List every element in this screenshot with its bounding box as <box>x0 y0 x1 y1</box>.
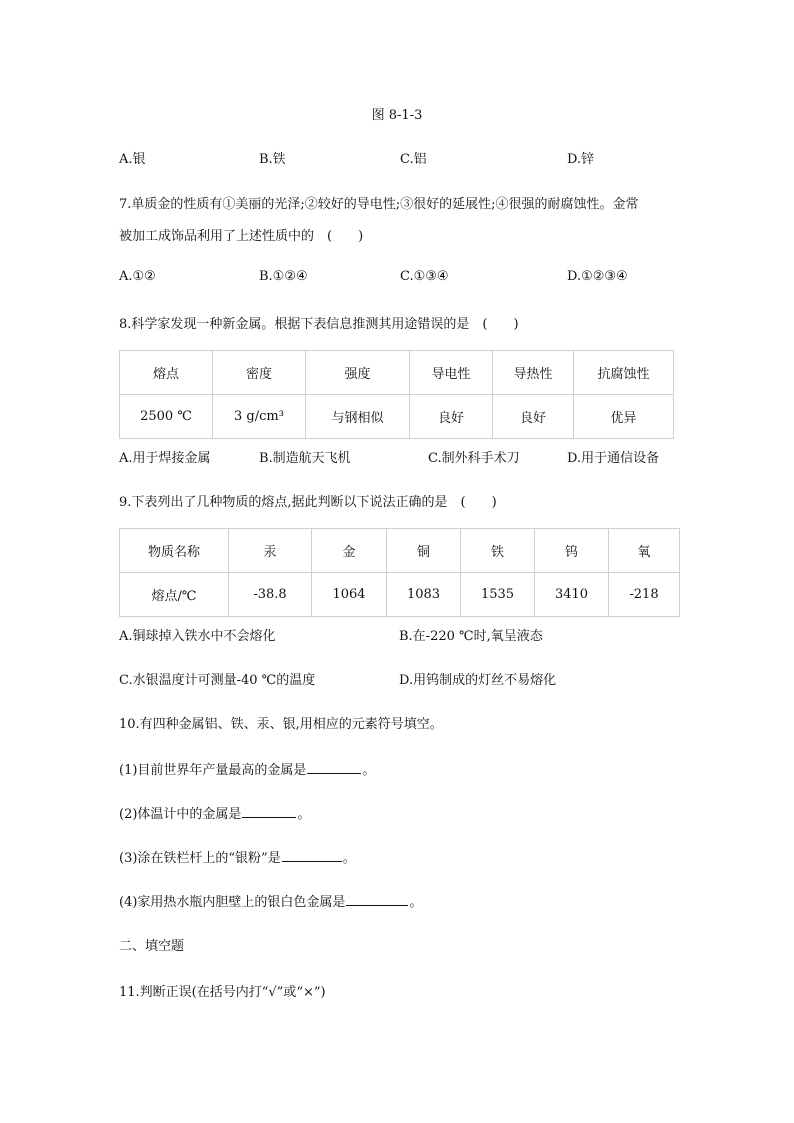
q7-option-c: C.①③④ <box>400 269 449 284</box>
q8-option-d: D.用于通信设备 <box>567 451 660 466</box>
q8-table <box>119 350 674 439</box>
q9-cell-gold: 1064 <box>312 573 387 617</box>
q10-part-4-end: 。 <box>409 895 423 910</box>
q8-header-melting-point: 熔点 <box>120 351 213 395</box>
q7-stem-line1: 7.单质金的性质有①美丽的光泽;②较好的导电性;③很好的延展性;④很强的耐腐蚀性。金常 <box>119 197 639 212</box>
q9-header-oxygen: 氧 <box>609 529 680 573</box>
q10-part-4-text: (4)家用热水瓶内胆壁上的银白色金属是 <box>119 895 346 910</box>
q10-part-1-blank[interactable] <box>307 761 361 774</box>
q9-cell-oxygen: -218 <box>609 573 680 617</box>
q11-stem: 11.判断正误(在括号内打“√”或“×”) <box>119 985 326 1000</box>
q9-stem: 9.下表列出了几种物质的熔点,据此判断以下说法正确的是 ( ) <box>119 495 497 510</box>
q10-part-3-blank[interactable] <box>282 849 342 862</box>
q8-option-c: C.制外科手术刀 <box>428 451 520 466</box>
q8-header-strength: 强度 <box>306 351 410 395</box>
q9-header-tungsten: 钨 <box>535 529 609 573</box>
q10-part-2-blank[interactable] <box>242 805 296 818</box>
q9-table-data-row <box>120 573 680 617</box>
q10-part-1 <box>119 759 375 778</box>
q9-header-iron: 铁 <box>461 529 535 573</box>
q8-cell-thermal: 良好 <box>493 395 574 439</box>
q9-cell-copper: 1083 <box>387 573 461 617</box>
q10-part-3-end: 。 <box>342 851 356 866</box>
q10-part-4 <box>119 891 422 910</box>
q9-table <box>119 528 680 617</box>
q8-cell-corrosion: 优异 <box>574 395 674 439</box>
q10-part-3-text: (3)涂在铁栏杆上的“银粉”是 <box>119 851 281 866</box>
q10-stem: 10.有四种金属铝、铁、汞、银,用相应的元素符号填空。 <box>119 717 443 732</box>
q8-cell-strength: 与钢相似 <box>306 395 410 439</box>
q9-option-c: C.水银温度计可测量-40 ℃的温度 <box>119 673 316 688</box>
section-heading: 二、填空题 <box>119 939 185 954</box>
q10-part-1-end: 。 <box>362 763 376 778</box>
q8-cell-melting-point: 2500 ℃ <box>120 395 213 439</box>
q9-header-substance: 物质名称 <box>120 529 229 573</box>
q6-option-b: B.铁 <box>259 152 286 167</box>
q8-header-corrosion: 抗腐蚀性 <box>574 351 674 395</box>
q10-part-1-text: (1)目前世界年产量最高的金属是 <box>119 763 307 778</box>
q9-cell-iron: 1535 <box>461 573 535 617</box>
q7-option-a: A.①② <box>119 269 156 284</box>
q10-part-2-end: 。 <box>297 807 311 822</box>
q9-header-gold: 金 <box>312 529 387 573</box>
q10-part-2-text: (2)体温计中的金属是 <box>119 807 242 822</box>
q9-header-mercury: 汞 <box>229 529 312 573</box>
q9-option-a: A.铜球掉入铁水中不会熔化 <box>119 629 276 644</box>
q8-cell-conductivity: 良好 <box>410 395 493 439</box>
q8-header-thermal: 导热性 <box>493 351 574 395</box>
q6-option-a: A.银 <box>119 152 146 167</box>
q9-cell-tungsten: 3410 <box>535 573 609 617</box>
q9-table-header-row <box>120 529 680 573</box>
q8-option-a: A.用于焊接金属 <box>119 451 211 466</box>
q6-option-c: C.铝 <box>400 152 427 167</box>
q9-header-copper: 铜 <box>387 529 461 573</box>
q7-option-b: B.①②④ <box>259 269 308 284</box>
q10-part-3 <box>119 847 356 866</box>
q6-option-d: D.锌 <box>567 152 595 167</box>
q8-header-conductivity: 导电性 <box>410 351 493 395</box>
q9-option-d: D.用钨制成的灯丝不易熔化 <box>399 673 557 688</box>
q7-option-d: D.①②③④ <box>567 269 628 284</box>
q10-part-2 <box>119 803 310 822</box>
q10-part-4-blank[interactable] <box>346 893 408 906</box>
q8-cell-density: 3 g/cm³ <box>213 395 306 439</box>
q8-table-header-row <box>120 351 674 395</box>
q7-stem-line2: 被加工成饰品利用了上述性质中的 ( ) <box>119 229 364 244</box>
q8-header-density: 密度 <box>213 351 306 395</box>
q8-stem: 8.科学家发现一种新金属。根据下表信息推测其用途错误的是 ( ) <box>119 317 519 332</box>
q9-cell-mercury: -38.8 <box>229 573 312 617</box>
q8-table-data-row <box>120 395 674 439</box>
q8-option-b: B.制造航天飞机 <box>259 451 351 466</box>
q9-cell-label: 熔点/℃ <box>120 573 229 617</box>
figure-caption: 图 8-1-3 <box>371 108 423 123</box>
q9-option-b: B.在-220 ℃时,氧呈液态 <box>399 629 543 644</box>
